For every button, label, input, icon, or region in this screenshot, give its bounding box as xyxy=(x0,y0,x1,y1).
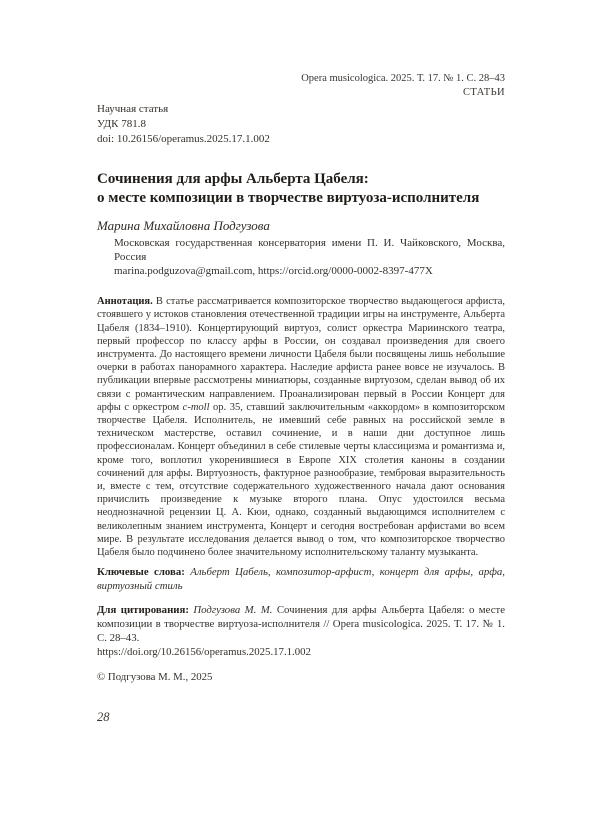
udc-code: УДК 781.8 xyxy=(97,118,147,131)
content-column xyxy=(97,72,505,725)
citation-text: Сочинения для арфы Альберта Цабеля: о месте композиции в творчестве виртуоза-исполнителя // Opera musicologica. 2025. Т. 17. № 1. С. 28–43. xyxy=(97,603,506,645)
citation-doi-link[interactable]: https://doi.org/10.26156/operamus.2025.17.1.002 xyxy=(97,646,311,659)
section-label: СТАТЬИ xyxy=(463,86,505,98)
abstract-text-part1: В статье рассматривается композиторское творчество выдающегося арфиста, стоявшего у истоков становления отечественной традиции игры на инструменте, Альберта Цабеля (1834–1910). Концертирующий виртуоз, солист оркестра Мариинского театра, первый профессор по классу арфы в России, он создавал произведения для своего инструмента. До настоящего времени личности Цабеля были посвящены лишь небольшие очерки в работах панорамного характера. Наследие арфиста ранее вовсе не изучалось. В публикации впервые рассмотрены миниатюры, созданные виртуозом, сделан вывод об их связи с романтическим направлением. Проанализирован первый в России Концерт для арфы с оркестром xyxy=(97,296,505,413)
citation-author: Подгузова М. М. xyxy=(188,603,273,616)
page-number: 28 xyxy=(97,709,110,724)
article-type: Научная статья xyxy=(97,103,169,115)
abstract-text-part2: op. 35, ставший заключительным «аккордом» в композиторском творчестве Цабеля. Исполнитель, не имевший себе равных на российской земле в техническом мастерстве, оставил сочинение, и в наши дни доступное лишь профессионалам. Концерт объединил в себе стилевые черты классицизма и романтизма и, кроме того, воплотил укоренившиеся в Европе XIX столетия каноны в создании сочинений для арфы. Виртуозность, фактурное разнообразие, тембровая выразительность и, вместе с тем, отсутствие содержательного художественного начала дают основания причислить произведение к музыке второго плана. Опус удостоился весьма неоднозначной рецензии Ц. А. Кюи, однако, созданный выдающимся исполнителем с великолепным знанием инструмента, Концерт и сегодня востребован арфистами во всем мире. В результате исследования делается вывод о том, что композиторское творчество Цабеля было подчинено более значительному исполнительскому таланту музыканта. xyxy=(97,401,505,559)
keywords-list: Альберт Цабель, композитор-арфист, концерт для арфы, арфа, виртуозный стиль xyxy=(97,566,506,593)
abstract-tonality: c-moll xyxy=(182,401,210,413)
article-meta xyxy=(97,102,505,148)
copyright-line: © Подгузова М. М., 2025 xyxy=(97,670,213,683)
article-title xyxy=(97,170,505,209)
abstract-paragraph xyxy=(97,295,505,559)
abstract-label: Аннотация. xyxy=(97,296,153,308)
author-affiliation: Московская государственная консерватория имени П. И. Чайковского, Москва, Россия xyxy=(114,236,505,263)
journal-reference: Opera musicologica. 2025. Т. 17. № 1. С. 28–43 xyxy=(301,73,505,84)
citation-paragraph xyxy=(97,603,505,660)
author-name: Марина Михайловна Подгузова xyxy=(97,217,270,233)
keywords-paragraph xyxy=(97,565,505,593)
article-title-line1: Сочинения для арфы Альберта Цабеля: xyxy=(97,170,369,187)
author-contacts-link[interactable]: marina.podguzova@gmail.com, https://orcid.org/0000-0002-8397-477X xyxy=(114,265,433,278)
article-title-line2: о месте композиции в творчестве виртуоза-исполнителя xyxy=(97,190,480,207)
citation-label: Для цитирования: xyxy=(97,603,189,616)
doi-line: doi: 10.26156/operamus.2025.17.1.002 xyxy=(97,133,270,146)
keywords-label: Ключевые слова: xyxy=(97,566,185,579)
journal-header xyxy=(97,72,505,99)
author-info-block xyxy=(97,236,505,279)
